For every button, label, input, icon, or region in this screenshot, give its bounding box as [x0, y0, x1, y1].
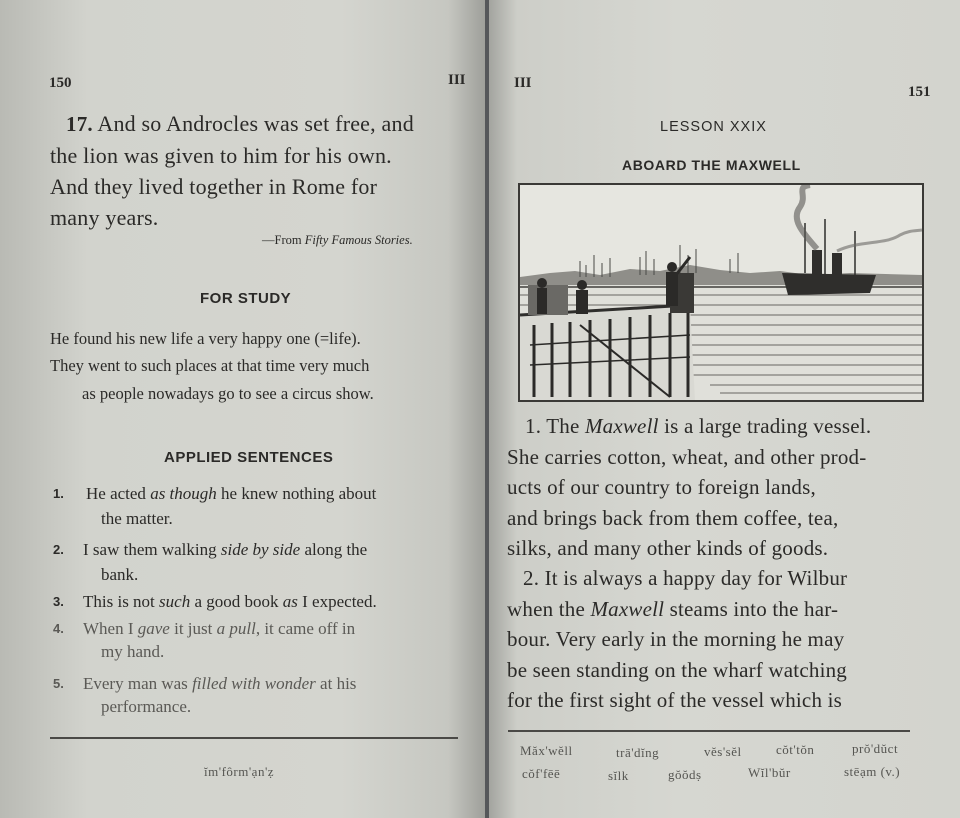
pron-row1-word1: Măx'wĕll [520, 743, 573, 758]
lesson-title: ABOARD THE MAXWELL [622, 157, 801, 173]
sentence-continuation: the matter. [101, 509, 173, 528]
text: when the [507, 596, 591, 621]
footer-divider-left [50, 737, 458, 739]
text-line: for the first sight of the vessel which is [507, 688, 843, 712]
harbour-illustration [518, 183, 924, 402]
sentence-italic: filled with wonder [192, 674, 316, 693]
for-study-line-2: They went to such places at that time very much [50, 356, 370, 375]
sentence-text: along the [300, 540, 368, 559]
text-line: She carries cotton, wheat, and other prod- [507, 444, 867, 469]
sentence-text: He acted [86, 484, 151, 503]
sentence-italic: gave [137, 619, 170, 638]
lesson-heading: LESSON XXIX [660, 119, 767, 135]
pron-row1-word2: trā'dĭng [616, 745, 660, 760]
paragraph-17 [50, 108, 414, 233]
applied-sentences-heading: APPLIED SENTENCES [164, 449, 334, 466]
text: is a large trading vessel. [658, 414, 872, 438]
text-line: many years. [50, 205, 159, 230]
page-number-right: 151 [908, 84, 931, 100]
sentence-text: he knew nothing about [216, 484, 377, 503]
applied-sentence-2 [53, 540, 367, 585]
applied-sentence-4 [53, 619, 355, 662]
pron-row1-word3: vĕs'sĕl [704, 744, 742, 759]
text-line: be seen standing on the wharf watching [507, 657, 848, 682]
sentence-continuation: performance. [101, 697, 192, 716]
sentence-number: 2. [53, 542, 64, 557]
sentence-text: This is not [83, 592, 160, 611]
citation-title: Fifty Famous Stories. [304, 233, 413, 247]
applied-sentence-5 [53, 674, 356, 717]
sentence-text: When I [83, 619, 138, 638]
text: steams into the har- [664, 596, 839, 621]
paragraph-number: 2. [523, 566, 540, 590]
sentence-number: 5. [53, 676, 64, 691]
sentence-text: I saw them walking [83, 540, 221, 559]
sentence-continuation: bank. [101, 565, 139, 584]
sentence-italic: a pull [216, 619, 256, 638]
sentence-italic: as [282, 592, 298, 611]
pron-row2-word3: gŏŏdṣ [668, 767, 702, 782]
sentence-continuation: my hand. [101, 642, 165, 661]
sentence-text: a good book [190, 592, 283, 611]
sentence-italic: as though [150, 484, 217, 503]
pron-row1-word5: prŏ'dŭct [852, 741, 899, 756]
sentence-text: I expected. [297, 592, 377, 611]
pron-row2-word2: sĭlk [608, 768, 629, 783]
sentence-number: 4. [53, 621, 64, 636]
applied-sentence-3 [53, 592, 377, 612]
text: The [546, 414, 585, 438]
text-line: And they lived together in Rome for [50, 174, 378, 199]
sentence-text: Every man was [83, 674, 193, 693]
paragraph-2 [507, 563, 847, 716]
sentence-text: it just [169, 619, 217, 638]
text-line: ucts of our country to foreign lands, [507, 475, 816, 499]
pron-row2-word1: cŏf'fēē [522, 766, 561, 781]
sentence-number: 1. [53, 486, 64, 501]
paragraph-1 [507, 411, 871, 564]
paragraph-number: 17. [66, 112, 93, 136]
sentence-italic: side by side [220, 540, 301, 559]
text-line: It is always a happy day for Wilbur [544, 566, 848, 590]
text-line: And so Androcles was set free, and [97, 111, 414, 136]
source-citation [262, 233, 413, 248]
footer-divider-right [508, 730, 910, 732]
sentence-text: , it came off in [255, 619, 356, 638]
for-study-line-1: He found his new life a very happy one (=life). [50, 329, 361, 348]
chapter-mark-right: III [514, 75, 532, 91]
applied-sentence-1 [53, 484, 465, 529]
pron-row2-word5: stēạm (v.) [844, 764, 901, 779]
text-line: bour. Very early in the morning he may [507, 627, 845, 651]
page-number-left: 150 [49, 75, 72, 91]
for-study-line-3: as people nowadays go to see a circus show. [82, 384, 374, 403]
pron-row1-word4: cŏt'tŏn [776, 742, 815, 757]
text-line: and brings back from them coffee, tea, [507, 505, 839, 530]
paragraph-number: 1. [525, 414, 542, 438]
citation-prefix: —From [262, 233, 305, 247]
harbour-scene [520, 185, 922, 400]
chapter-mark-left: III [448, 72, 466, 88]
text-italic: Maxwell [590, 596, 665, 621]
sentence-text: at his [315, 674, 357, 693]
pronunciation-footer-left: ĭm'fôrm'ạn'ẓ [204, 764, 275, 779]
for-study-heading: FOR STUDY [200, 290, 292, 307]
pron-row2-word4: Wĭl'bŭr [748, 765, 791, 780]
text-line: the lion was given to him for his own. [50, 143, 392, 168]
sentence-number: 3. [53, 594, 64, 609]
text-italic: Maxwell [584, 414, 659, 438]
sentence-italic: such [159, 592, 191, 611]
text-line: silks, and many other kinds of goods. [507, 536, 829, 560]
